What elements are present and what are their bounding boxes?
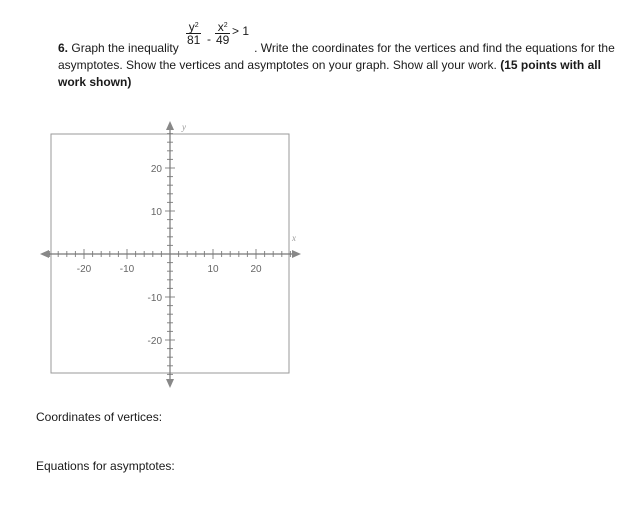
fraction-numerator-y: y	[188, 20, 195, 34]
fraction-numerator-x: x	[217, 20, 224, 34]
x-tick-label: -10	[119, 264, 135, 275]
x-tick-label: 20	[250, 264, 262, 275]
question-number: 6.	[58, 41, 69, 55]
y-axis-up-arrow	[166, 121, 174, 130]
x-tick-label: 10	[207, 264, 219, 275]
y-tick-label: 20	[150, 164, 162, 175]
y-axis-down-arrow	[166, 379, 174, 388]
exponent: 2	[194, 22, 199, 29]
y-tick-label: -10	[147, 293, 162, 304]
x-axis-right-arrow	[292, 250, 301, 258]
x-tick-labels	[77, 264, 262, 275]
asymptotes-label: Equations for asymptotes:	[36, 459, 175, 473]
x-tick-label: -20	[76, 264, 92, 275]
question-prefix: Graph the inequality	[71, 41, 179, 55]
points-note: (15 points with all work shown)	[58, 58, 601, 89]
question-instructions: . Write the coordinates for the vertices and find the equations for the asymptotes. Show the vertices and asymptotes on your graph. Show all your work.	[58, 41, 615, 72]
exponent: 2	[223, 22, 228, 29]
y-tick-labels	[148, 164, 163, 347]
vertices-label: Coordinates of vertices:	[36, 410, 163, 424]
y-axis-label: y	[182, 122, 186, 132]
fraction-denominator-49: 49	[216, 33, 230, 47]
fraction-denominator-81: 81	[187, 33, 201, 47]
minus-operator: -	[207, 32, 211, 46]
y-tick-label: -20	[147, 336, 162, 347]
y-tick-label: 10	[150, 207, 162, 218]
x-axis-left-arrow	[40, 250, 49, 258]
x-axis-label: x	[292, 233, 296, 243]
relation-greater-than-one: > 1	[232, 24, 250, 38]
